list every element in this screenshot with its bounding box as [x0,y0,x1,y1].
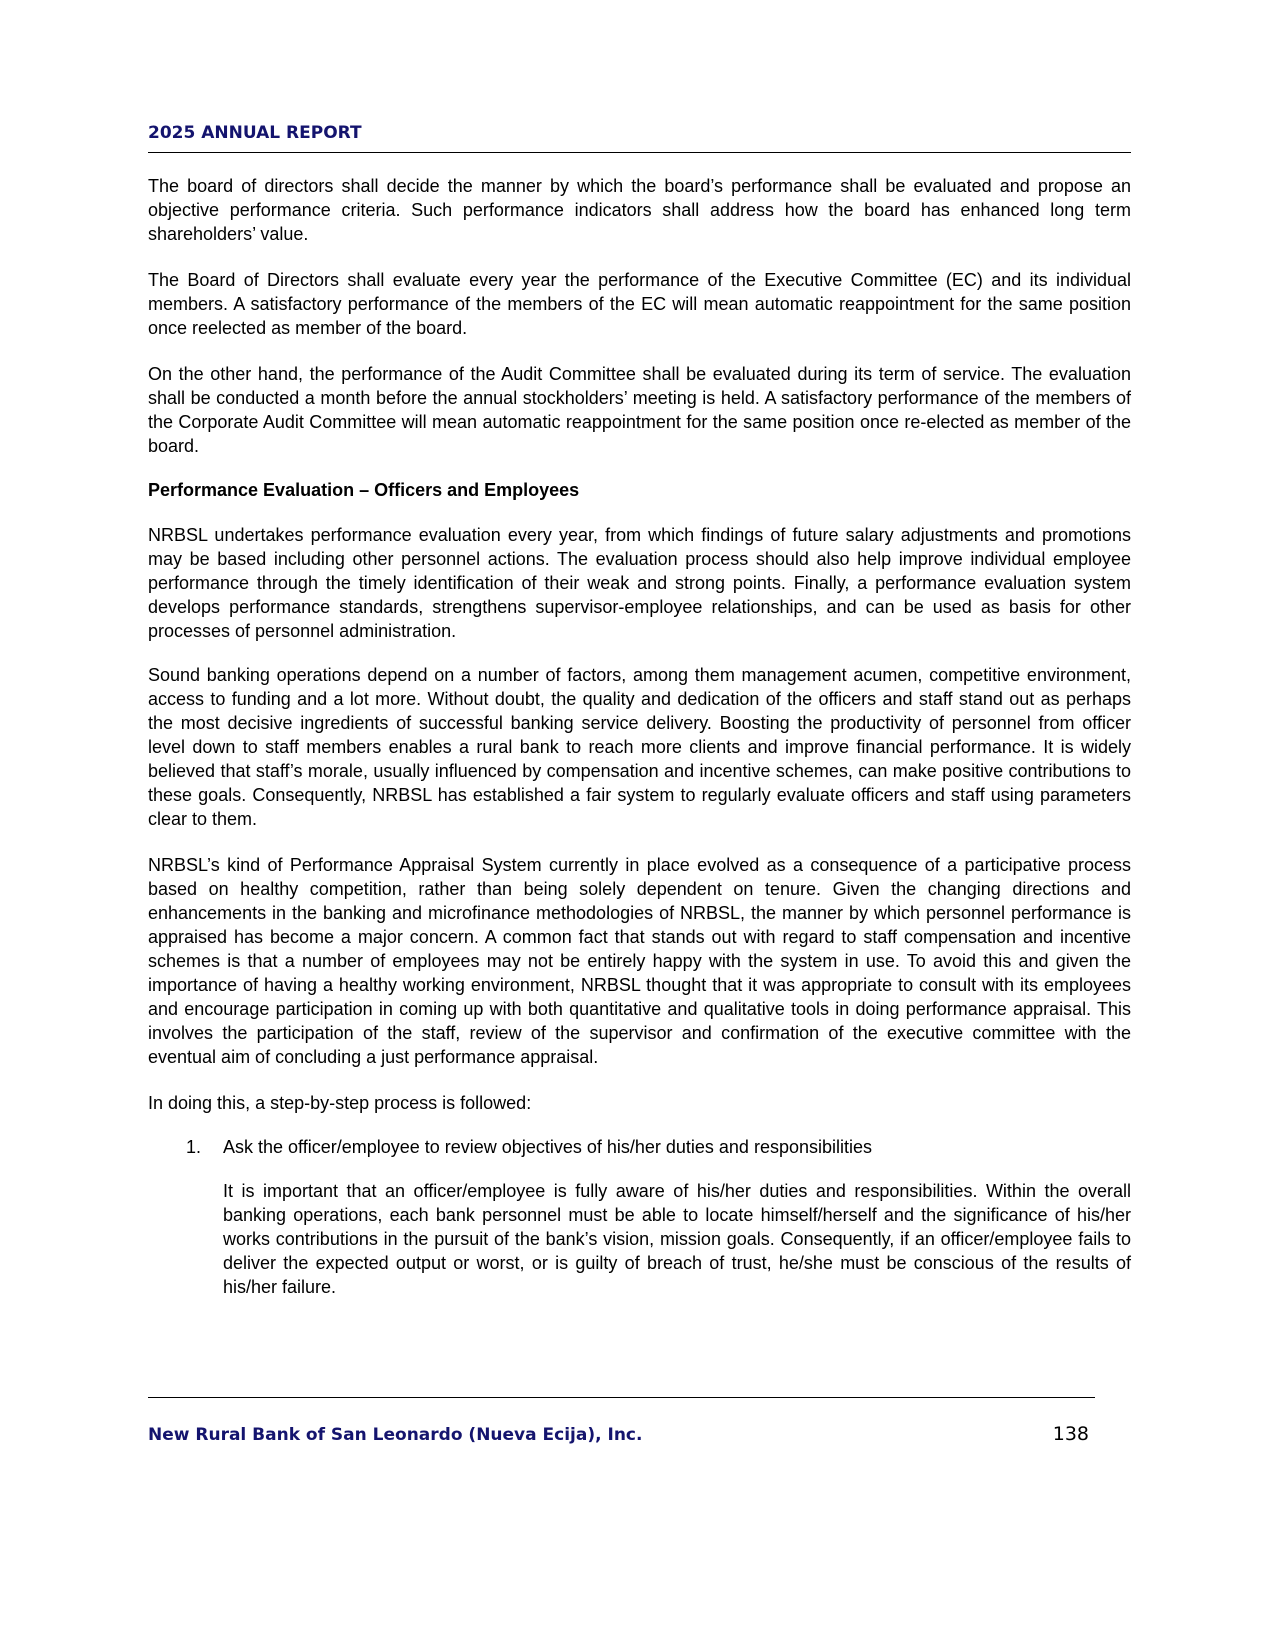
report-title: 2025 ANNUAL REPORT [148,123,362,143]
page-header [148,122,1131,153]
paragraph-sound-banking: Sound banking operations depend on a number of factors, among them management acumen, competitive environment, access to funding and a lot more. Without doubt, the quality and dedication of the officers and staff stand out as perhaps the most decisive ingredients of successful banking service delivery. Boosting the productivity of personnel from officer level down to staff members enables a rural bank to reach more clients and improve financial performance. It is widely believed that staff’s morale, usually influenced by compensation and incentive schemes, can make positive contributions to these goals. Consequently, NRBSL has established a fair system to regularly evaluate officers and staff using parameters clear to them. [148,665,1131,829]
footer-bank-name: New Rural Bank of San Leonardo (Nueva Ecija), Inc. [148,1425,643,1445]
paragraph-step-intro: In doing this, a step-by-step process is followed: [148,1093,532,1113]
list-item [148,1135,1131,1299]
paragraph-nrbsl-evaluation: NRBSL undertakes performance evaluation every year, from which findings of future salary adjustments and promotions may be based including other personnel actions. The evaluation process should also help improve individual employee performance through the timely identification of their weak and strong points. Finally, a performance evaluation system develops performance standards, strengthens supervisor-employee relationships, and can be used as basis for other processes of personnel administration. [148,525,1131,641]
page-number: 138 [1052,1423,1089,1445]
document-body [148,174,1131,1299]
paragraph-executive-committee: The Board of Directors shall evaluate every year the performance of the Executive Committee (EC) and its individual members. A satisfactory performance of the members of the EC will mean automatic reappointment for the same position once reelected as member of the board. [148,270,1131,338]
list-item-title: Ask the officer/employee to review objectives of his/her duties and responsibilities [223,1137,873,1157]
list-item-number: 1. [186,1137,202,1157]
list-item-body: It is important that an officer/employee is fully aware of his/her duties and responsibilities. Within the overall banking operations, each bank personnel must be able to locate himself/herself and the significance of his/her works contributions in the pursuit of the bank’s vision, mission goals. Consequently, if an officer/employee fails to deliver the expected output or worst, or is guilty of breach of trust, he/she must be conscious of the results of his/her failure. [223,1181,1131,1297]
paragraph-board-evaluation: The board of directors shall decide the manner by which the board’s performance shall be evaluated and propose an objective performance criteria. Such performance indicators shall address how the board has enhanced long term shareholders’ value. [148,176,1131,244]
section-heading: Performance Evaluation – Officers and Employees [148,480,580,500]
page-footer [148,1397,1095,1445]
paragraph-audit-committee: On the other hand, the performance of the Audit Committee shall be evaluated during its term of service. The evaluation shall be conducted a month before the annual stockholders’ meeting is held. A satisfactory performance of the members of the Corporate Audit Committee will mean automatic reappointment for the same position once re-elected as member of the board. [148,364,1131,456]
paragraph-appraisal-system: NRBSL’s kind of Performance Appraisal System currently in place evolved as a consequence of a participative process based on healthy competition, rather than being solely dependent on tenure. Given the changing directions and enhancements in the banking and microfinance methodologies of NRBSL, the manner by which personnel performance is appraised has become a major concern. A common fact that stands out with regard to staff compensation and incentive schemes is that a number of employees may not be entirely happy with the system in use. To avoid this and given the importance of having a healthy working environment, NRBSL thought that it was appropriate to consult with its employees and encourage participation in coming up with both quantitative and qualitative tools in doing performance appraisal. This involves the participation of the staff, review of the supervisor and confirmation of the executive committee with the eventual aim of concluding a just performance appraisal. [148,855,1131,1067]
